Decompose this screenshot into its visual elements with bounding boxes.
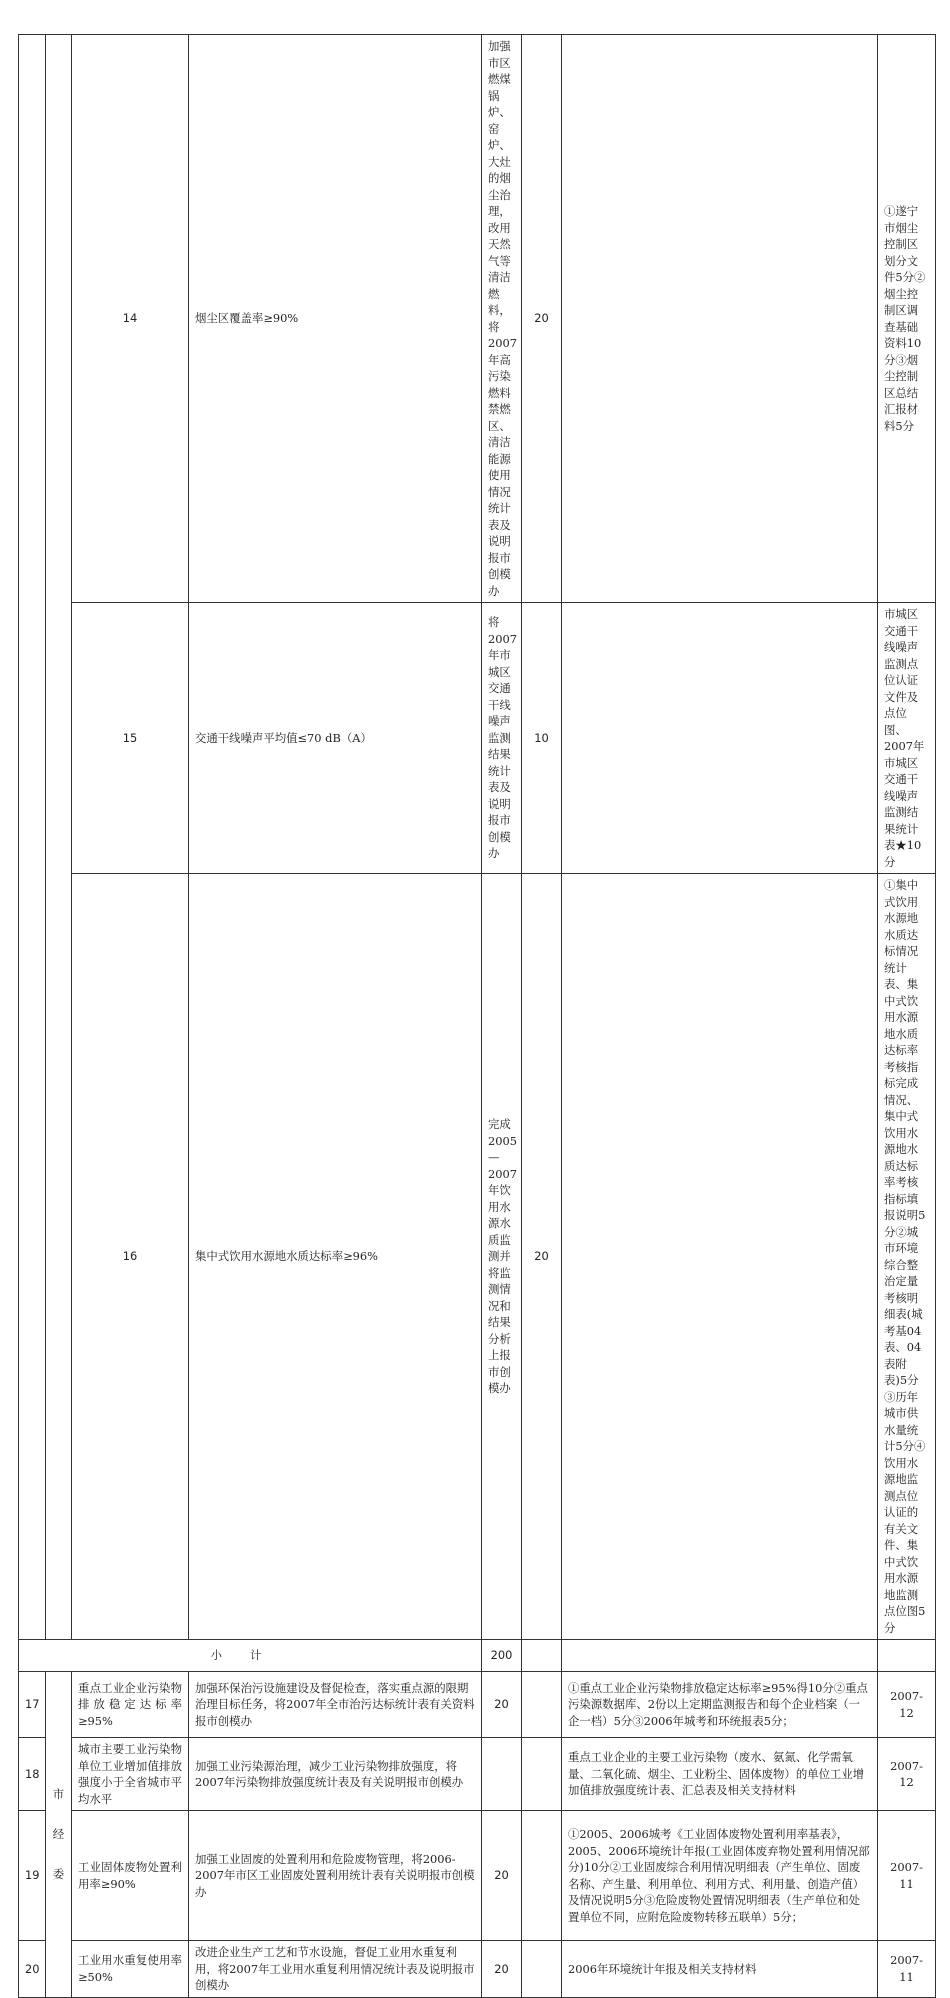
blank-cell <box>522 1738 562 1811</box>
indicator-cell: 工业固体废物处置利用率≥90% <box>72 1811 189 1941</box>
date-cell: 2007-12 <box>878 1738 936 1811</box>
blank-cell <box>562 35 878 603</box>
material-cell: ①集中式饮用水源地水质达标情况统计表、集中式饮用水源地水质达标率考核指标完成情况、集中式饮用水源地水质达标率考核指标填报说明5分②城市环境综合整治定量考核明细表(城考基04表、04表附表)5分③历年城市供水量统计5分④饮用水源地监测点位认证的有关文件、集中式饮用水源地监测点位图5分 <box>878 874 936 1640</box>
subtotal-score: 200 <box>482 1640 522 1672</box>
department-char: 经 <box>52 1827 65 1842</box>
indicator-cell: 集中式饮用水源地水质达标率≥96% <box>189 874 482 1640</box>
score-cell: 20 <box>482 1941 522 1998</box>
row-number: 18 <box>19 1738 46 1811</box>
row-number: 16 <box>72 874 189 1640</box>
indicator-cell: 城市主要工业污染物单位工业增加值排放强度小于全省城市平均水平 <box>72 1738 189 1811</box>
date-cell: 2007-12 <box>878 1672 936 1738</box>
department-cell <box>46 1672 72 1998</box>
department-char: 委 <box>52 1867 65 1882</box>
score-cell: 20 <box>522 35 562 603</box>
task-cell: 加强工业污染源治理，减少工业污染物排放强度，将2007年污染物排放强度统计表及有关说明报市创模办 <box>189 1738 482 1811</box>
table-row <box>19 1738 936 1811</box>
task-cell: 加强市区燃煤锅炉、窑炉、大灶的烟尘治理，改用天然气等清洁燃料，将2007年高污染燃料禁燃区、清洁能源使用情况统计表及说明报市创模办 <box>482 35 522 603</box>
assessment-table-sheet <box>18 34 936 1998</box>
indicator-cell: 交通干线噪声平均值≤70 dB（A） <box>189 603 482 874</box>
table-row <box>19 35 936 603</box>
task-cell: 加强环保治污设施建设及督促检查，落实重点源的限期治理目标任务，将2007年全市治污达标统计表有关资料报市创模办 <box>189 1672 482 1738</box>
table-row <box>19 1811 936 1941</box>
task-cell: 将2007年市城区交通干线噪声监测结果统计表及说明报市创模办 <box>482 603 522 874</box>
blank-cell <box>522 1640 562 1672</box>
blank-cell <box>562 603 878 874</box>
table-row <box>19 603 936 874</box>
blank-cell <box>562 874 878 1640</box>
material-cell: ①重点工业企业污染物排放稳定达标率≥95%得10分②重点污染源数据库、2份以上定期监测报告和每个企业档案（一企一档）5分③2006年城考和环统报表5分； <box>562 1672 878 1738</box>
blank-cell <box>522 1941 562 1998</box>
date-cell: 2007-11 <box>878 1811 936 1941</box>
material-cell: 市城区交通干线噪声监测点位认证文件及点位图、2007年市城区交通干线噪声监测结果统计表★10分 <box>878 603 936 874</box>
indicator-cell: 烟尘区覆盖率≥90% <box>189 35 482 603</box>
material-cell <box>562 1640 878 1672</box>
task-cell: 改进企业生产工艺和节水设施，督促工业用水重复利用，将2007年工业用水重复利用情况统计表及说明报市创模办 <box>189 1941 482 1998</box>
subtotal-label: 小计 <box>19 1640 482 1672</box>
assessment-table <box>18 34 936 1998</box>
table-row <box>19 874 936 1640</box>
material-cell: ①2005、2006城考《工业固体废物处置利用率基表》，2005、2006环境统计年报(工业固体废弃物处置利用情况部分)10分②工业固废综合利用情况明细表（产生单位、固废名称、产生量、利用单位、利用方式、利用量、创造产值）及情况说明5分③危险废物处置情况明细表（生产单位和处置单位不同，应附危险废物转移五联单）5分； <box>562 1811 878 1941</box>
table-row <box>19 1672 936 1738</box>
material-cell: ①遂宁市烟尘控制区划分文件5分②烟尘控制区调查基础资料10分③烟尘控制区总结汇报材料5分 <box>878 35 936 603</box>
date-cell: 2007-11 <box>878 1941 936 1998</box>
department-cell <box>46 35 72 1640</box>
row-number: 14 <box>72 35 189 603</box>
material-cell: 重点工业企业的主要工业污染物（废水、氨氮、化学需氧量、二氧化硫、烟尘、工业粉尘、固体废物）的单位工业增加值排放强度统计表、汇总表及相关支持材料 <box>562 1738 878 1811</box>
row-number: 20 <box>19 1941 46 1998</box>
row-number: 19 <box>19 1811 46 1941</box>
indicator-cell: 工业用水重复使用率≥50% <box>72 1941 189 1998</box>
material-cell: 2006年环境统计年报及相关支持材料 <box>562 1941 878 1998</box>
row-number: 15 <box>72 603 189 874</box>
score-cell: 20 <box>482 1672 522 1738</box>
row-number-cell <box>19 35 46 1640</box>
score-cell <box>482 1738 522 1811</box>
department-char: 市 <box>52 1787 65 1802</box>
date-cell <box>878 1640 936 1672</box>
row-number: 17 <box>19 1672 46 1738</box>
task-cell: 完成2005—2007年饮用水源水质监测并将监测情况和结果分析上报市创模办 <box>482 874 522 1640</box>
score-cell: 20 <box>522 874 562 1640</box>
score-cell: 10 <box>522 603 562 874</box>
subtotal-row <box>19 1640 936 1672</box>
indicator-cell: 重点工业企业污染物排放稳定达标率≥95% <box>72 1672 189 1738</box>
score-cell: 20 <box>482 1811 522 1941</box>
task-cell: 加强工业固废的处置利用和危险废物管理，将2006-2007年市区工业固废处置利用统计表有关说明报市创模办 <box>189 1811 482 1941</box>
blank-cell <box>522 1672 562 1738</box>
table-row <box>19 1941 936 1998</box>
blank-cell <box>522 1811 562 1941</box>
